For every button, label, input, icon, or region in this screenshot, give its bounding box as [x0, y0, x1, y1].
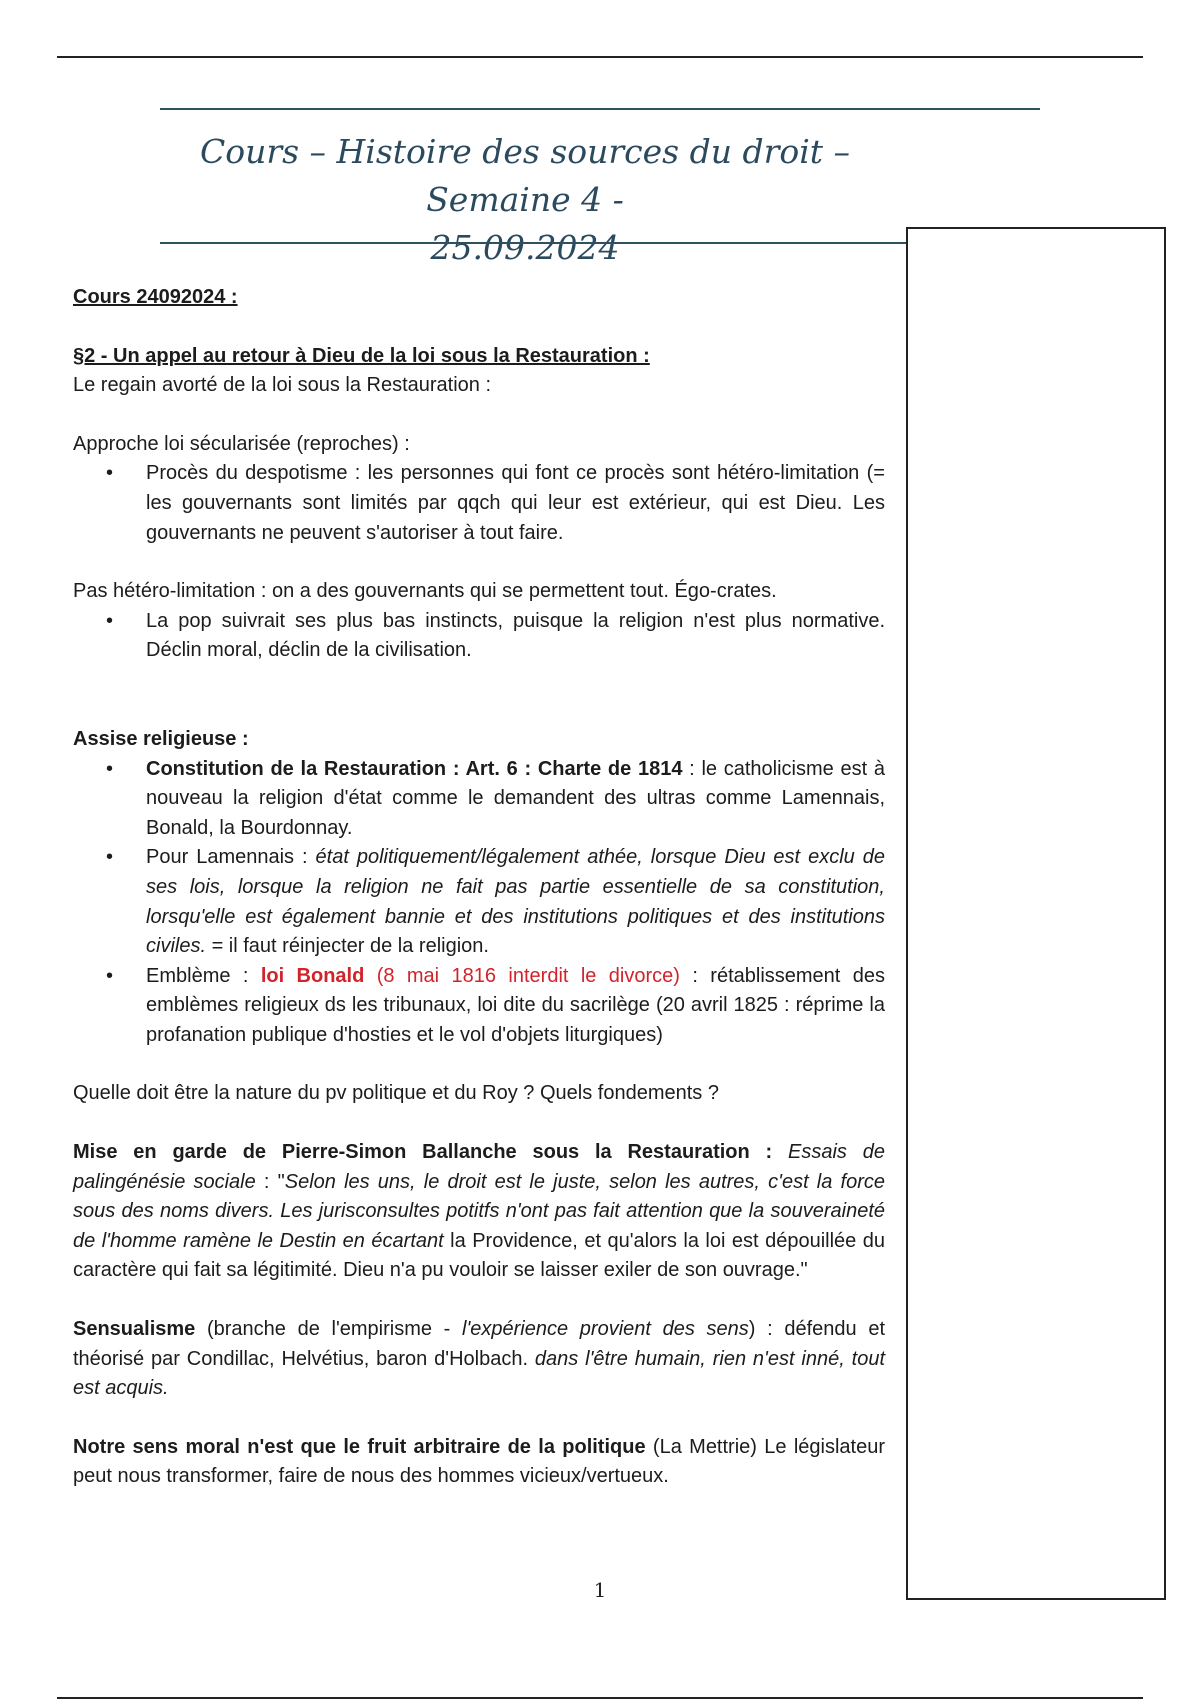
- document-body: [73, 283, 885, 1492]
- text-span: la Providence, et qu'alors la loi est dépouillée du caractère qui fait sa légitimité. Dieu n'a pu vouloir se laisser exiler de son ouvrage.": [73, 1229, 886, 1282]
- religious-list: [73, 755, 885, 1051]
- page-title: [160, 128, 890, 272]
- text-span: : rétablissement des emblèmes religieux ds les tribunaux, loi dite du sacrilège (20 avril 1825 : réprime la profanation publique d'hosties et le vol d'objets liturgiques): [146, 964, 885, 1046]
- no-limitation-paragraph: Pas hétéro-limitation : on a des gouvernants qui se permettent tout. Égo-crates.: [73, 580, 777, 603]
- page-top-rule: [57, 56, 1143, 58]
- list-item: [146, 843, 885, 961]
- text-span: Emblème :: [146, 964, 261, 987]
- italic-span: état politiquement/légalement athée, lorsque Dieu est exclu de ses lois, lorsque la religion ne fait pas partie essentielle de sa constitution, lorsqu'elle est également bannie et des institutions politiques et des institutions civiles.: [146, 846, 885, 958]
- italic-span: l'expérience provient des sens: [462, 1318, 749, 1341]
- margin-notes-box: [906, 227, 1166, 1600]
- italic-span: dans l'être humain, rien n'est inné, tout est acquis.: [73, 1347, 885, 1400]
- list-item: • La pop suivrait ses plus bas instincts, puisque la religion n'est plus normative. Déclin moral, déclin de la civilisation.: [146, 607, 885, 666]
- question-paragraph: Quelle doit être la nature du pv politique et du Roy ? Quels fondements ?: [73, 1082, 719, 1105]
- page-number: 1: [593, 1578, 607, 1602]
- text-span: (La Mettrie) Le législateur peut nous transformer, faire de nous des hommes vicieux/vertueux.: [73, 1435, 885, 1488]
- italic-span: Selon les uns, le droit est le juste, selon les autres, c'est la force sous des noms divers. Les jurisconsultes potitfs n'ont pas fait attention que la souveraineté de l'homme ramène le Destin en écartant: [73, 1170, 885, 1252]
- text-span: : le catholicisme est à nouveau la religion d'état comme le demandent des ultras comme Lamennais, Bonald, la Bourdonnay.: [146, 757, 885, 839]
- title-bottom-rule: [160, 242, 908, 244]
- religious-heading: Assise religieuse :: [73, 727, 249, 750]
- title-line-1: Cours – Histoire des sources du droit – Semaine 4 -: [199, 132, 851, 219]
- decline-list: [73, 607, 885, 666]
- text-span: = il faut réinjecter de la religion.: [206, 935, 489, 958]
- sensualism-paragraph: [73, 1315, 885, 1404]
- text-span: : ": [255, 1170, 285, 1193]
- title-top-rule: [160, 108, 1040, 110]
- course-heading: Cours 24092024 :: [73, 286, 238, 308]
- red-span: (8 mai 1816 interdit le divorce): [364, 964, 680, 987]
- text-span: Pour Lamennais :: [146, 846, 316, 869]
- approach-label: Approche loi sécularisée (reproches) :: [73, 432, 410, 455]
- moral-paragraph: [73, 1433, 885, 1492]
- list-item: [146, 755, 885, 844]
- title-line-2: 25.09.2024: [430, 228, 620, 267]
- bold-span: Sensualisme: [73, 1318, 196, 1341]
- page-bottom-rule: [57, 1697, 1143, 1699]
- text-span: ) : défendu et théorisé par Condillac, Helvétius, baron d'Holbach.: [73, 1318, 886, 1370]
- text-span: (branche de l'empirisme -: [195, 1318, 463, 1341]
- approach-list: [73, 459, 885, 548]
- red-bold-span: loi Bonald: [260, 964, 365, 987]
- ballanche-paragraph: [73, 1138, 885, 1286]
- list-item: • Procès du despotisme : les personnes qui font ce procès sont hétéro-limitation (= les gouvernants sont limités par qqch qui leur est extérieur, qui est Dieu. Les gouvernants ne peuvent s'autoriser à tout faire.: [146, 459, 885, 548]
- bold-span: Constitution de la Restauration : Art. 6 : Charte de 1814: [146, 757, 683, 780]
- italic-span: Essais de palingénésie sociale: [73, 1141, 885, 1193]
- bold-span: Notre sens moral n'est que le fruit arbitraire de la politique: [73, 1435, 646, 1458]
- bold-span: Mise en garde de Pierre-Simon Ballanche sous la Restauration :: [73, 1141, 773, 1164]
- list-item: [146, 962, 885, 1051]
- intro-paragraph: Le regain avorté de la loi sous la Restauration :: [73, 374, 492, 397]
- section-heading: §2 - Un appel au retour à Dieu de la loi sous la Restauration :: [73, 344, 650, 367]
